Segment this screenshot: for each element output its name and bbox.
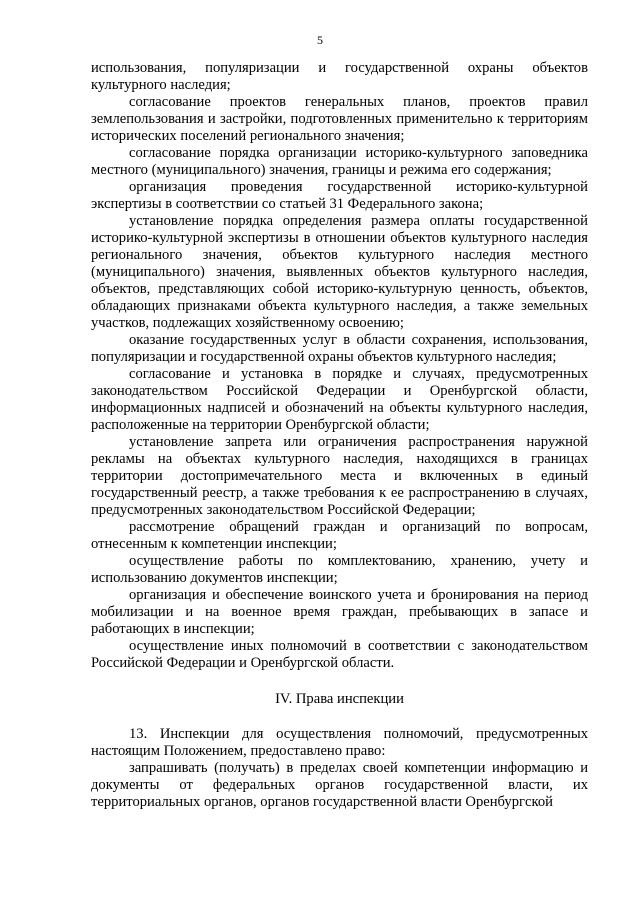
paragraph: запрашивать (получать) в пределах своей компетенции информацию и документы от федеральных органов государственной власти, их территориальных органов, органов государственной власти Оренбургской: [91, 760, 588, 810]
section-heading: IV. Права инспекции: [275, 691, 404, 707]
paragraph: организация и обеспечение воинского учета и бронирования на период мобилизации и на военное время граждан, пребывающих в запасе и работающих в инспекции;: [91, 587, 588, 637]
paragraph: использования, популяризации и государственной охраны объектов культурного наследия;: [91, 60, 588, 93]
paragraph: оказание государственных услуг в области сохранения, использования, популяризации и государственной охраны объектов культурного наследия;: [91, 332, 588, 365]
paragraph: установление запрета или ограничения распространения наружной рекламы на объектах культурного наследия, находящихся в границах территории достопримечательного места и включенных в единый государственный реестр, а также требования к ее распространению в случаях, предусмотренных законодательством Российской Федерации;: [91, 434, 588, 518]
paragraph: согласование порядка организации историко-культурного заповедника местного (муниципального) значения, границы и режима его содержания;: [91, 145, 588, 178]
paragraph: согласование проектов генеральных планов, проектов правил землепользования и застройки, подготовленных применительно к территориям исторических поселений регионального значения;: [91, 94, 588, 144]
document-body: [91, 60, 588, 811]
page-number: 5: [317, 33, 323, 47]
paragraph: 13. Инспекции для осуществления полномочий, предусмотренных настоящим Положением, предоставлено право:: [91, 726, 588, 759]
paragraph: осуществление иных полномочий в соответствии с законодательством Российской Федерации и Оренбургской области.: [91, 638, 588, 671]
paragraph: осуществление работы по комплектованию, хранению, учету и использованию документов инспекции;: [91, 553, 588, 586]
paragraph: согласование и установка в порядке и случаях, предусмотренных законодательством Российской Федерации и Оренбургской области, информационных надписей и обозначений на объекты культурного наследия, расположенные на территории Оренбургской области;: [91, 366, 588, 433]
paragraph: организация проведения государственной историко-культурной экспертизы в соответствии со статьей 31 Федерального закона;: [91, 179, 588, 212]
paragraph: установление порядка определения размера оплаты государственной историко-культурной экспертизы в отношении объектов культурного наследия регионального значения, объектов культурного наследия местного (муниципального) значения, выявленных объектов культурного наследия, объектов, представляющих собой историко-культурную ценность, объектов, обладающих признаками объекта культурного наследия, а также земельных участков, подлежащих хозяйственному освоению;: [91, 213, 588, 331]
paragraph: рассмотрение обращений граждан и организаций по вопросам, отнесенным к компетенции инспекции;: [91, 519, 588, 552]
